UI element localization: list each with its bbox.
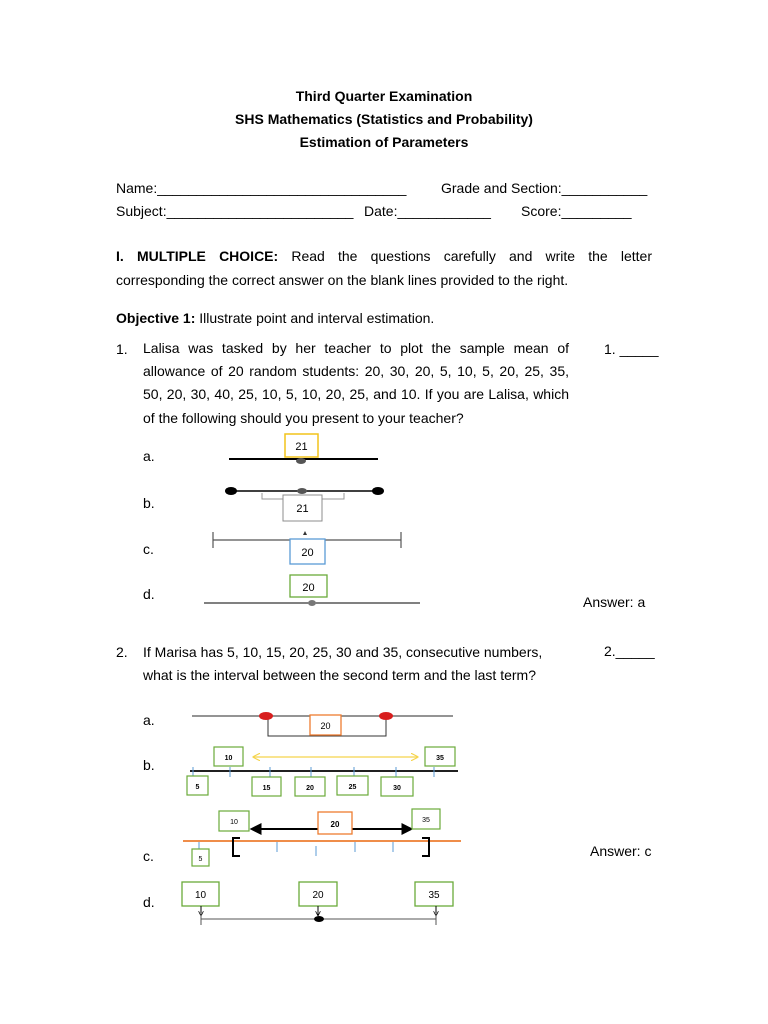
q1b-point xyxy=(297,488,307,494)
q2-choice-d: d. xyxy=(143,894,155,910)
q1-figure-a xyxy=(229,434,378,464)
objective-heading: Objective 1: xyxy=(116,310,196,326)
question-2-answer: Answer: c xyxy=(590,843,652,859)
q2a-label: 20 xyxy=(320,721,331,731)
q2-choice-c: c. xyxy=(143,848,154,864)
q2b-label-30: 30 xyxy=(393,785,401,792)
question-2-line-2: what is the interval between the second term and the last term? xyxy=(143,667,536,683)
q2a-left-point xyxy=(259,712,273,720)
question-1-line-4: of the following should you present to your teacher? xyxy=(143,410,464,426)
instructions-text-1: Read the questions carefully and write the letter xyxy=(291,248,653,264)
question-1-line-3: 50, 20, 30, 40, 25, 10, 5, 10, 20, 25, and 10. If you are Lalisa, which xyxy=(143,386,569,402)
q2c-label-35: 35 xyxy=(422,817,430,824)
q1a-point xyxy=(296,458,306,464)
q1-figure-b xyxy=(225,487,384,521)
q2b-ticks xyxy=(193,767,434,777)
q2c-label-5: 5 xyxy=(198,856,203,863)
q2d-point xyxy=(314,916,324,922)
q2b-label-15: 15 xyxy=(262,785,271,792)
q1-choice-a: a. xyxy=(143,448,155,464)
q1a-label: 21 xyxy=(295,441,308,453)
q1d-point xyxy=(308,600,316,606)
q2b-label-20: 20 xyxy=(306,785,314,792)
q1-choice-d: d. xyxy=(143,586,155,602)
q2b-label-5: 5 xyxy=(195,784,200,791)
question-1-line-1: Lalisa was tasked by her teacher to plot the sample mean of xyxy=(143,340,569,356)
q2-figure-b xyxy=(187,747,458,796)
q2-figure-c xyxy=(183,809,461,866)
q1d-label: 20 xyxy=(302,582,315,594)
exam-topic: Estimation of Parameters xyxy=(299,134,469,150)
instructions-line2: corresponding the correct answer on the blank lines provided to the right. xyxy=(116,272,569,288)
q2d-label-20: 20 xyxy=(312,890,324,901)
question-1-answer: Answer: a xyxy=(583,594,646,610)
q1-choice-b: b. xyxy=(143,495,155,511)
question-1-line-2: allowance of 20 random students: 20, 30, 20, 5, 10, 5, 20, 25, 35, xyxy=(143,363,569,379)
exam-subject: SHS Mathematics (Statistics and Probability) xyxy=(235,111,533,127)
q2-choice-b: b. xyxy=(143,757,155,773)
question-1-number: 1. xyxy=(116,341,128,357)
q2b-label-25: 25 xyxy=(348,784,357,791)
question-2-blank: 2._____ xyxy=(604,643,655,659)
grade-section-field: Grade and Section:___________ xyxy=(441,180,648,196)
q2d-label-10: 10 xyxy=(194,890,207,901)
q2d-label-35: 35 xyxy=(428,890,440,901)
date-field: Date:____________ xyxy=(364,203,491,219)
instructions-heading: I. MULTIPLE CHOICE: xyxy=(116,248,279,264)
question-2-number: 2. xyxy=(116,644,128,660)
subject-field: Subject:________________________ xyxy=(116,203,354,219)
q2-figure-d xyxy=(182,882,453,925)
q2-choice-a: a. xyxy=(143,712,155,728)
q1-choice-c: c. xyxy=(143,541,154,557)
q2a-right-point xyxy=(379,712,393,720)
exam-title: Third Quarter Examination xyxy=(295,88,473,104)
q2c-label-10: 10 xyxy=(230,819,238,826)
q2c-ticks xyxy=(199,842,393,856)
q2c-label-20: 20 xyxy=(330,820,340,829)
name-field: Name:________________________________ xyxy=(116,180,407,196)
q1b-left-endpoint xyxy=(225,487,237,495)
q1b-right-endpoint xyxy=(372,487,384,495)
question-2-line-1: If Marisa has 5, 10, 15, 20, 25, 30 and 35, consecutive numbers, xyxy=(143,644,543,660)
question-1-blank: 1. _____ xyxy=(604,341,659,357)
objective-text: Illustrate point and interval estimation. xyxy=(199,310,435,326)
score-field: Score:_________ xyxy=(521,203,632,219)
q1-figure-c xyxy=(213,531,401,564)
q1-figure-d xyxy=(204,575,420,606)
q1b-label: 21 xyxy=(296,503,309,515)
q1c-pointer xyxy=(303,531,307,535)
q2b-label-35: 35 xyxy=(436,755,444,762)
q2b-label-10: 10 xyxy=(224,755,233,762)
q1c-label: 20 xyxy=(301,547,314,559)
q2-figure-a xyxy=(192,712,453,736)
